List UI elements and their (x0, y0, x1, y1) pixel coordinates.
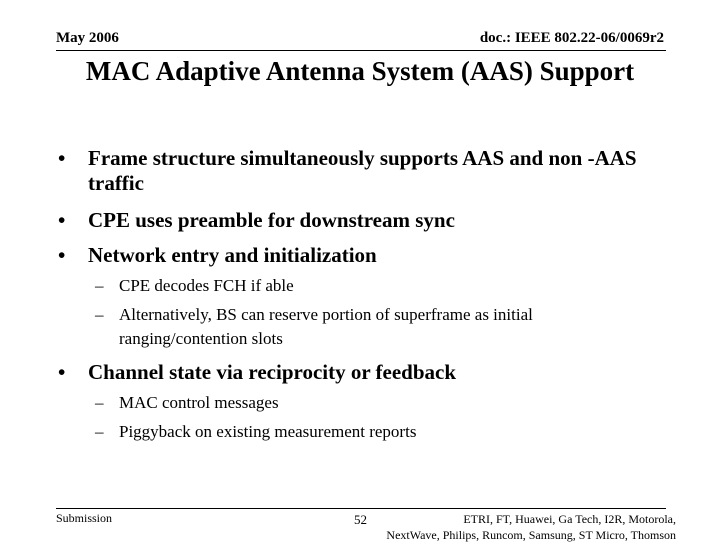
header-divider (56, 50, 666, 51)
bullet-text: Frame structure simultaneously supports AAS and non -AAS traffic (88, 146, 637, 195)
bullet-marker: • (58, 243, 66, 267)
footer-divider (56, 508, 666, 509)
bullet-text: Channel state via reciprocity or feedback (88, 360, 457, 384)
bullet-item (58, 360, 678, 385)
footer-authors-line: NextWave, Philips, Runcom, Samsung, ST Micro, Thomson (386, 528, 676, 542)
footer-submission: Submission (56, 511, 113, 525)
sub-bullet-marker: – (95, 305, 104, 324)
sub-bullet-item (95, 303, 659, 351)
sub-bullet-text: Piggyback on existing measurement reports (119, 422, 417, 441)
footer-authors (386, 511, 676, 543)
bullet-text: Network entry and initialization (88, 243, 377, 267)
bullet-marker: • (58, 208, 66, 232)
sub-bullet-item (95, 420, 659, 444)
page-number: 52 (354, 512, 367, 527)
header-doc-id: doc.: IEEE 802.22-06/0069r2 (479, 30, 664, 46)
slide-title: MAC Adaptive Antenna System (AAS) Support (85, 56, 635, 86)
bullet-marker: • (58, 360, 66, 384)
bullet-item (58, 146, 678, 196)
bullet-text: CPE uses preamble for downstream sync (88, 208, 455, 232)
sub-bullet-marker: – (95, 422, 104, 441)
sub-bullet-text: MAC control messages (119, 393, 279, 412)
header-date: May 2006 (56, 30, 119, 46)
bullet-item (58, 208, 678, 233)
sub-bullet-item (95, 274, 659, 298)
sub-bullet-item (95, 391, 659, 415)
sub-bullet-text: Alternatively, BS can reserve portion of superframe as initial ranging/contention slots (119, 305, 533, 348)
sub-bullet-marker: – (95, 276, 104, 295)
bullet-item (58, 243, 678, 268)
sub-bullet-marker: – (95, 393, 104, 412)
bullet-marker: • (58, 146, 66, 170)
footer-authors-line: ETRI, FT, Huawei, Ga Tech, I2R, Motorola, (463, 512, 676, 526)
sub-bullet-text: CPE decodes FCH if able (119, 276, 294, 295)
